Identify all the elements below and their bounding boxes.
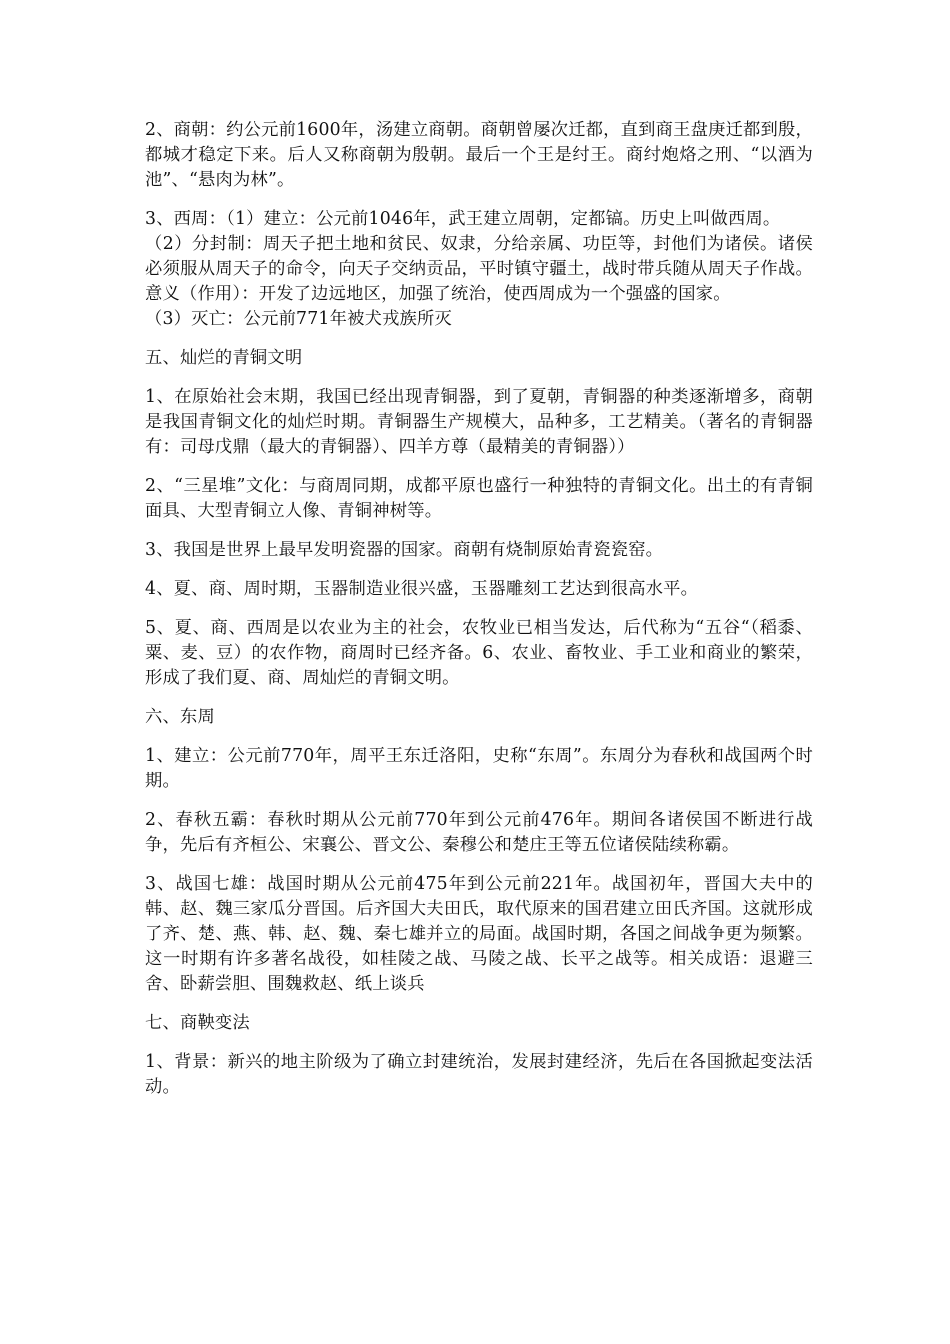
paragraph-bronze-jade: 4、夏、商、周时期，玉器制造业很兴盛，玉器雕刻工艺达到很高水平。 [145, 579, 699, 599]
paragraph-bronze-porcelain: 3、我国是世界上最早发明瓷器的国家。商朝有烧制原始青瓷瓷窑。 [145, 540, 664, 560]
heading-shang-yang-reform: 七、商鞅变法 [145, 1013, 250, 1033]
paragraph-reform-background: 1、背景：新兴的地主阶级为了确立封建统治，发展封建经济，先后在各国掀起变法活动。 [145, 1052, 813, 1097]
paragraph-western-zhou-founding: 3、西周：（1）建立：公元前1046年，武王建立周朝，定都镐。历史上叫做西周。 [145, 209, 781, 229]
document-page [145, 118, 813, 1100]
paragraph-eastern-zhou-founding: 1、建立：公元前770年，周平王东迁洛阳，史称“东周”。东周分为春秋和战国两个时期。 [145, 746, 813, 791]
paragraph-bronze-sanxingdui: 2、“三星堆”文化：与商周同期，成都平原也盛行一种独特的青铜文化。出土的有青铜面具、大型青铜立人像、青铜神树等。 [145, 476, 813, 521]
section-western-zhou [145, 207, 813, 332]
heading-eastern-zhou: 六、东周 [145, 707, 215, 727]
paragraph-shang-dynasty: 2、商朝：约公元前1600年，汤建立商朝。商朝曾屡次迁都，直到商王盘庚迁都到殷，都城才稳定下来。后人又称商朝为殷朝。最后一个王是纣王。商纣炮烙之刑、“以酒为池”、“悬肉为林”。 [145, 120, 813, 190]
paragraph-seven-warring-states: 3、战国七雄：战国时期从公元前475年到公元前221年。战国初年，晋国大夫中的韩、赵、魏三家瓜分晋国。后齐国大夫田氏，取代原来的国君建立田氏齐国。这就形成了齐、楚、燕、韩、赵、魏、秦七雄并立的局面。战国时期，各国之间战争更为频繁。这一时期有许多著名战役，如桂陵之战、马陵之战、长平之战等。相关成语：退避三舍、卧薪尝胆、围魏救赵、纸上谈兵 [145, 874, 813, 994]
heading-bronze-civilization: 五、灿烂的青铜文明 [145, 348, 303, 368]
paragraph-western-zhou-fall: （3）灭亡：公元前771年被犬戎族所灭 [145, 309, 452, 329]
paragraph-bronze-agriculture: 5、夏、商、西周是以农业为主的社会，农牧业已相当发达，后代称为“五谷“（稻黍、粟、麦、豆）的农作物，商周时已经齐备。6、农业、畜牧业、手工业和商业的繁荣，形成了我们夏、商、周灿烂的青铜文明。 [145, 618, 813, 688]
paragraph-five-hegemons: 2、春秋五霸：春秋时期从公元前770年到公元前476年。期间各诸侯国不断进行战争，先后有齐桓公、宋襄公、晋文公、秦穆公和楚庄王等五位诸侯陆续称霸。 [145, 810, 813, 855]
paragraph-western-zhou-fief-system: （2）分封制：周天子把土地和贫民、奴隶，分给亲属、功臣等，封他们为诸侯。诸侯必须服从周天子的命令，向天子交纳贡品，平时镇守疆土，战时带兵随从周天子作战。意义（作用）：开发了边远地区，加强了统治，使西周成为一个强盛的国家。 [145, 234, 813, 304]
paragraph-bronze-1: 1、在原始社会末期，我国已经出现青铜器，到了夏朝，青铜器的种类逐渐增多，商朝是我国青铜文化的灿烂时期。青铜器生产规模大，品种多，工艺精美。（著名的青铜器有：司母戊鼎（最大的青铜器）、四羊方尊（最精美的青铜器）） [145, 387, 813, 457]
